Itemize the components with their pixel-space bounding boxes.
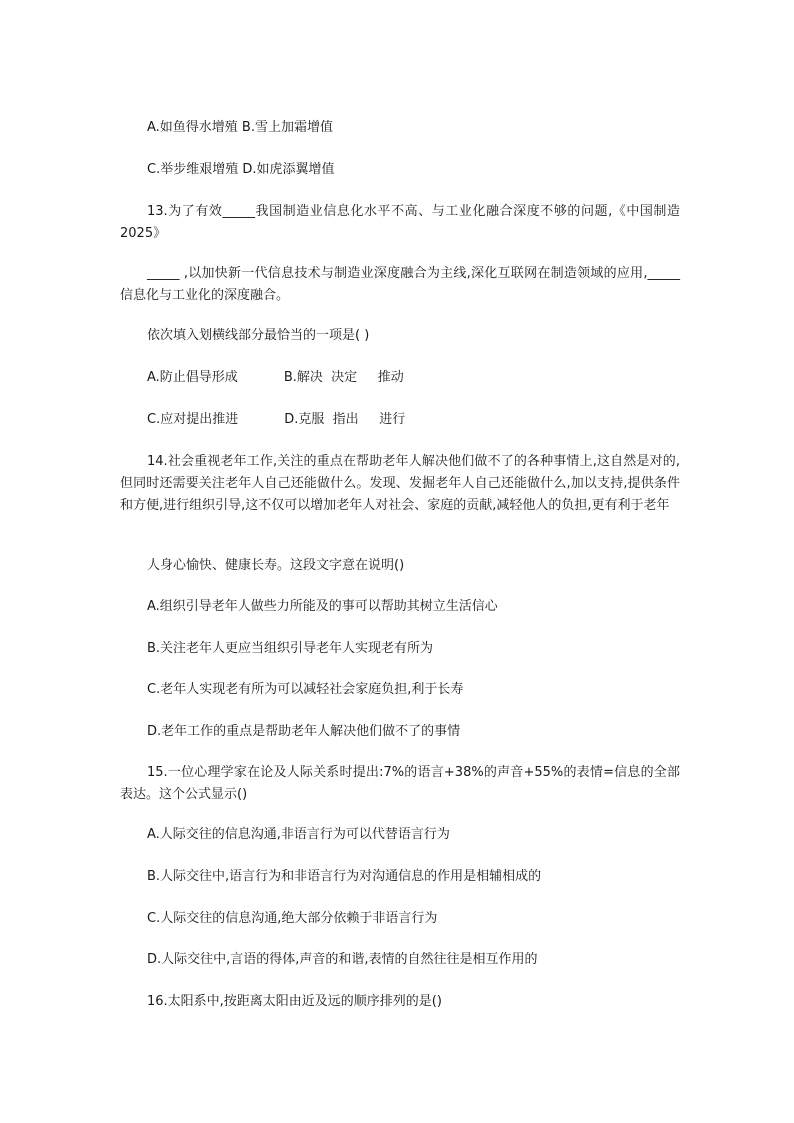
q15-option-d: D.人际交往中,言语的得体,声音的和谐,表情的自然往往是相互作用的 [147,952,538,967]
q14-stem-1: 14.社会重视老年工作,关注的重点在帮助老年人解决他们做不了的各种事情上,这自然是对的,但同时还需要关注老年人自己还能做什么。发现、发掘老年人自己还能做什么,加以支持,提供条件和方便,进行组织引导,这不仅可以增加老年人对社会、家庭的贡献,减轻他人的负担,更有利于老年 [120,454,680,513]
q14-option-b: B.关注老年人更应当组织引导老年人实现老有所为 [147,641,434,656]
q14-option-d: D.老年工作的重点是帮助老年人解决他们做不了的事情 [147,724,461,739]
q13-prompt: 依次填入划横线部分最恰当的一项是( ) [147,328,370,343]
q13-options-ab [147,367,404,389]
q15-option-c: C.人际交往的信息沟通,绝大部分依赖于非语言行为 [147,911,438,926]
q14-stem-2: 人身心愉快、健康长寿。这段文字意在说明() [147,558,405,573]
q13-options-cd [147,409,405,431]
q14-option-a: A.组织引导老年人做些力所能及的事可以帮助其树立生活信心 [147,599,498,614]
q13-stem-2: _____ ,以加快新一代信息技术与制造业深度融合为主线,深化互联网在制造领域的应用,_____ 信息化与工业化的深度融合。 [120,266,680,303]
q16-stem: 16.太阳系中,按距离太阳由近及远的顺序排列的是() [147,994,442,1009]
q15-option-b: B.人际交往中,语言行为和非语言行为对沟通信息的作用是相辅相成的 [147,869,542,884]
q13-option-d: D.克服 指出 进行 [284,412,406,427]
q15-option-a: A.人际交往的信息沟通,非语言行为可以代替语言行为 [147,827,450,842]
q15-stem: 15.一位心理学家在论及人际关系时提出:7%的语言+38%的声音+55%的表情=信息的全部表达。这个公式显示() [120,765,680,802]
q13-option-b: B.解决 决定 推动 [283,370,404,385]
q13-option-c: C.应对提出推进 [147,412,239,427]
q13-option-a: A.防止倡导形成 [147,370,238,385]
q13-stem-1: 13.为了有效_____我国制造业信息化水平不高、与工业化融合深度不够的问题,《中国制造 2025》 [120,204,680,241]
q14-option-c: C.老年人实现老有所为可以减轻社会家庭负担,利于长寿 [147,682,464,697]
q12-option-ab: A.如鱼得水增殖 B.雪上加霜增值 [147,120,333,135]
q12-option-cd: C.举步维艰增殖 D.如虎添翼增值 [147,162,335,177]
